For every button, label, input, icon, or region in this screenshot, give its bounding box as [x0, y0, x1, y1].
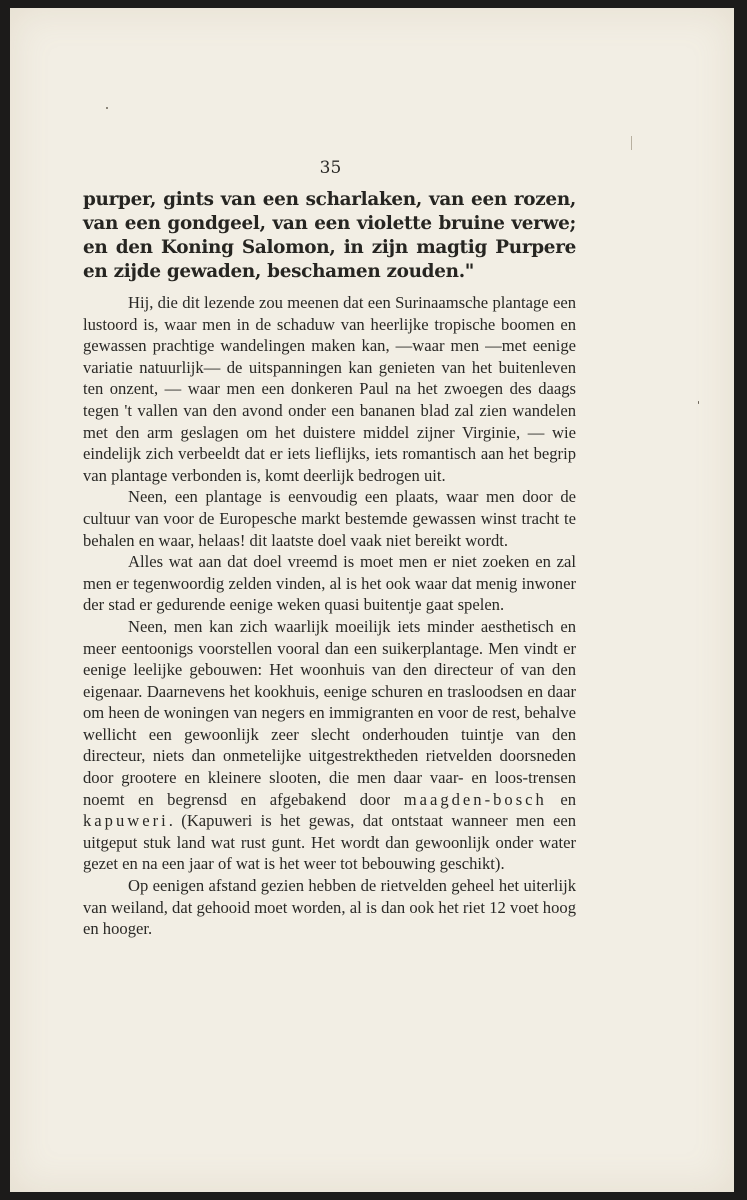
- paragraph-4: [83, 616, 576, 875]
- book-page: [10, 8, 734, 1192]
- paper-speck: [106, 107, 108, 109]
- paper-mark: [631, 136, 632, 150]
- page-text: [83, 188, 576, 940]
- spaced-term-kapuweri: kapuweri: [83, 811, 169, 831]
- paragraph-5: Op eenigen afstand gezien hebben de rietvelden geheel het uiterlijk van weiland, dat gehooid moet worden, al is dan ook het riet 12 voet hoog en hooger.: [83, 876, 576, 939]
- paragraph-4-tail: . (Kapuweri is het gewas, dat ontstaat wanneer men een uitgeput stuk land wat rust gunt. Het wordt dan gewoonlijk onder water gezet en na een jaar of wat is het weer tot bebouwing geschikt).: [83, 811, 576, 874]
- paragraph-4-text: Neen, men kan zich waarlijk moeilijk iets minder aesthetisch en meer eentoonigs voorstellen vooral dan een suikerplantage. Men vindt er eenige leelijke gebouwen: Het woonhuis van den directeur of van den eigenaar. Daarnevens het kookhuis, eenige schuren en trasloodsen en daar om heen de woningen van negers en immigranten en voor de rest, behalve wellicht een gewoonlijk zeer slecht onderhouden tuintje van den directeur, niets dan onmetelijke uitgestrektheden rietvelden doorsneden door grootere en kleinere slooten, die men daar vaar- en loos-trensen noemt en begrensd en afgebakend door: [83, 616, 576, 809]
- paragraph-1: Hij, die dit lezende zou meenen dat een Surinaamsche plantage een lustoord is, waar men in de schaduw van heerlijke tropische boomen en gewassen prachtige wandelingen maken kan, —waar men —met eenige variatie natuurlijk— de uitspanningen kan genieten van het buitenleven ten onzent, — waar men een donkeren Paul na het zwoegen des daags tegen 't vallen van den avond onder een bananen blad zal zien wandelen met den arm geslagen om het duistere middel zijner Virginie, — wie eindelijk zich verbeeldt dat er iets lieflijks, iets romantisch aan het begrip van plantage verbonden is, komt deerlijk bedrogen uit.: [83, 293, 576, 485]
- paragraph-4-connector: en: [546, 789, 577, 809]
- spaced-term-maagden-bosch: maagden-bosch: [403, 789, 547, 809]
- paragraph-3: Alles wat aan dat doel vreemd is moet men er niet zoeken en zal men er tegenwoordig zelden vinden, al is het ook waar dat menig inwoner der stad er gedurende eenige weken quasi buitentje gaat spelen.: [83, 552, 576, 615]
- paragraph-2: Neen, een plantage is eenvoudig een plaats, waar men door de cultuur van voor de Europesche markt bestemde gewassen winst tracht te behalen en waar, helaas! dit laatste doel vaak niet bereikt wordt.: [83, 487, 576, 550]
- paper-speck: [698, 401, 699, 404]
- blackletter-quote: purper, gints van een scharlaken, van een rozen, van een gondgeel, van een violette bruine verwe; en den Koning Salomon, in zijn magtig Purpere en zijde gewaden, beschamen zouden.": [83, 189, 576, 282]
- page-number: 35: [319, 158, 342, 178]
